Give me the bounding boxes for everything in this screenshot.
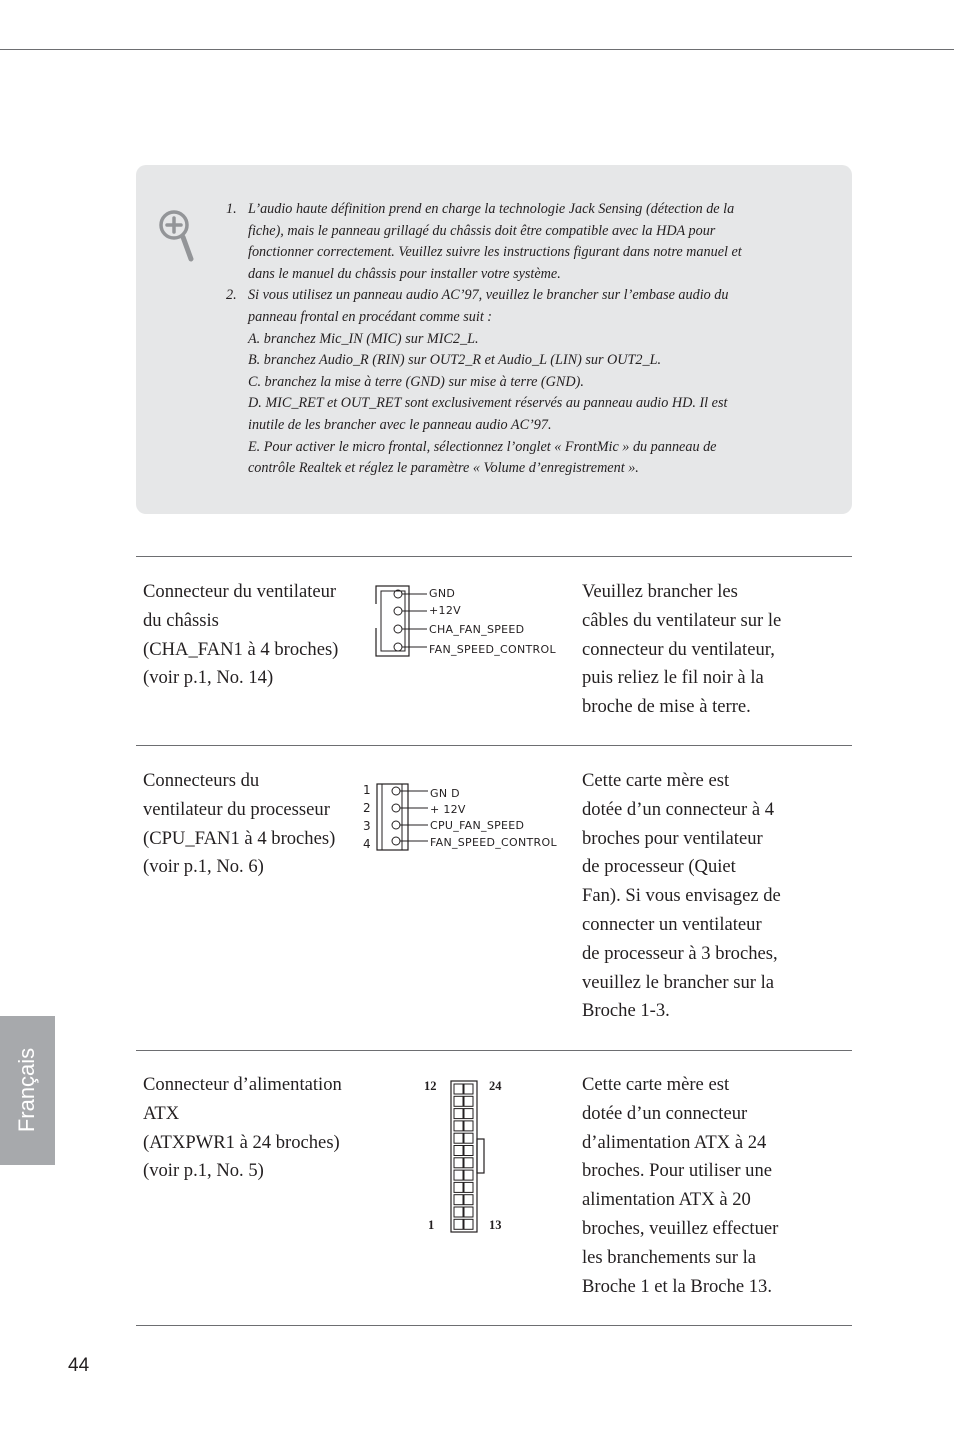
atx-pin [454, 1158, 463, 1168]
pin-label: +12V [429, 604, 461, 617]
note-line: contrôle Realtek et réglez le paramètre « Volume d’enregistrement ». [248, 460, 639, 477]
note-line: panneau frontal en procédant comme suit : [248, 308, 493, 325]
language-tab-label: Français [14, 1047, 39, 1133]
title-line: ventilateur du processeur [143, 798, 330, 820]
corner-label: 24 [489, 1079, 502, 1093]
pin-circle [392, 837, 400, 845]
top-rule [0, 49, 954, 50]
connector-inner [381, 591, 405, 651]
atx-pin [454, 1207, 463, 1217]
cha-fan-description [582, 578, 797, 722]
description-line: d’alimentation ATX à 24 [582, 1131, 767, 1153]
note-line: fiche), mais le panneau grillagé du châssis doit être compatible avec la HDA pour [248, 222, 716, 239]
title-line: (ATXPWR1 à 24 broches) [143, 1131, 340, 1153]
atx-pin [464, 1170, 473, 1180]
pin-label: + 12V [430, 803, 466, 816]
atx-pin [464, 1195, 473, 1205]
atx-pin [464, 1096, 473, 1106]
pin-number: 4 [363, 837, 371, 851]
note-line: inutile de les brancher avec le panneau audio AC’97. [248, 416, 552, 433]
pin-number: 3 [363, 819, 371, 833]
description-line: dotée d’un connecteur à 4 [582, 798, 775, 820]
cpu-fan-connector-diagram [358, 780, 568, 855]
cha-fan-title [143, 578, 358, 693]
note-line: fonctionner correctement. Veuillez suivre les instructions figurant dans notre manuel et [248, 244, 742, 261]
atx-pin [464, 1109, 473, 1119]
section-divider [136, 1050, 852, 1051]
atx-power-connector-diagram [420, 1076, 512, 1236]
section-divider [136, 556, 852, 557]
note-line: E. Pour activer le micro frontal, sélectionnez l’onglet « FrontMic » du panneau de [248, 438, 717, 455]
cpu-fan-description [582, 767, 797, 1026]
note-item [226, 285, 786, 479]
title-line: Connecteur d’alimentation [143, 1074, 342, 1095]
atx-pin [454, 1109, 463, 1119]
note-item-number: 1. [226, 201, 237, 217]
description-line: câbles du ventilateur sur le [582, 609, 782, 631]
pin-number: 1 [363, 783, 371, 797]
description-line: connecter un ventilateur [582, 913, 762, 935]
section-divider [136, 1325, 852, 1326]
atx-pin [464, 1084, 473, 1094]
atx-pin [454, 1219, 463, 1229]
atx-pin [464, 1207, 473, 1217]
pin-label: CHA_FAN_SPEED [429, 623, 525, 636]
pin-circle [392, 821, 400, 829]
note-line: Si vous utilisez un panneau audio AC’97, veuillez le brancher sur l’embase audio du [248, 287, 729, 304]
description-line: de processeur à 3 broches, [582, 942, 778, 964]
title-line: ATX [143, 1102, 180, 1124]
note-item [226, 199, 786, 285]
cpu-fan-title [143, 767, 358, 882]
pin-circle [394, 643, 402, 651]
pin-circle [392, 804, 400, 812]
description-line: Broche 1-3. [582, 1000, 670, 1022]
pin-label: FAN_SPEED_CONTROL [430, 836, 557, 849]
note-line: A. branchez Mic_IN (MIC) sur MIC2_L. [248, 330, 479, 347]
atx-power-description [582, 1071, 797, 1301]
description-line: alimentation ATX à 20 [582, 1189, 751, 1211]
corner-label: 1 [428, 1218, 435, 1232]
description-line: Cette carte mère est [582, 1074, 730, 1095]
corner-label: 12 [424, 1079, 437, 1093]
description-line: dotée d’un connecteur [582, 1102, 748, 1124]
description-line: broche de mise à terre. [582, 696, 751, 718]
pin-label: FAN_SPEED_CONTROL [429, 643, 556, 656]
magnifier-plus-icon [158, 209, 198, 265]
title-line: (voir p.1, No. 5) [143, 1160, 264, 1182]
atx-pin [454, 1170, 463, 1180]
atx-pin [464, 1182, 473, 1192]
title-line: (voir p.1, No. 6) [143, 856, 264, 878]
note-line: C. branchez la mise à terre (GND) sur mise à terre (GND). [248, 373, 584, 390]
description-line: broches, veuillez effectuer [582, 1217, 779, 1239]
pin-label: GN D [430, 787, 460, 800]
atx-pin [454, 1096, 463, 1106]
note-line: B. branchez Audio_R (RIN) sur OUT2_R et Audio_L (LIN) sur OUT2_L. [248, 352, 662, 369]
atx-pin [464, 1121, 473, 1131]
pin-number: 2 [363, 801, 371, 815]
atx-pin [464, 1219, 473, 1229]
cha-fan-connector-diagram [370, 582, 575, 662]
note-line: L’audio haute définition prend en charge la technologie Jack Sensing (détection de la [248, 201, 735, 217]
atx-pin [454, 1146, 463, 1156]
atx-pin [454, 1195, 463, 1205]
atx-pin [454, 1084, 463, 1094]
atx-pin [454, 1121, 463, 1131]
description-line: connecteur du ventilateur, [582, 638, 775, 660]
atx-pin [454, 1133, 463, 1143]
title-line: Connecteur du ventilateur [143, 581, 337, 602]
pin-circle [392, 787, 400, 795]
atx-pin [464, 1146, 473, 1156]
description-line: Fan). Si vous envisagez de [582, 885, 781, 907]
pin-label: CPU_FAN_SPEED [430, 819, 525, 832]
title-line: Connecteurs du [143, 770, 260, 791]
description-line: Broche 1 et la Broche 13. [582, 1275, 773, 1297]
pin-label: GND [429, 587, 456, 600]
pin-grid [454, 1084, 473, 1229]
language-tab [0, 1016, 55, 1165]
title-line: (CPU_FAN1 à 4 broches) [143, 827, 336, 849]
section-divider [136, 745, 852, 746]
title-line: (CHA_FAN1 à 4 broches) [143, 638, 339, 660]
atx-pin [464, 1133, 473, 1143]
connector-latch [477, 1139, 484, 1173]
atx-pin [464, 1158, 473, 1168]
title-line: (voir p.1, No. 14) [143, 667, 274, 689]
description-line: les branchements sur la [582, 1246, 756, 1268]
atx-pin [454, 1182, 463, 1192]
corner-label: 13 [489, 1218, 502, 1232]
note-item-number: 2. [226, 287, 237, 304]
description-line: puis reliez le fil noir à la [582, 667, 764, 689]
note-list [226, 199, 786, 480]
title-line: du châssis [143, 609, 219, 631]
description-line: Cette carte mère est [582, 770, 730, 791]
atx-power-title [143, 1071, 358, 1186]
description-line: de processeur (Quiet [582, 856, 736, 878]
connector-key-gap [373, 604, 381, 628]
pin-circle [394, 607, 402, 615]
description-line: veuillez le brancher sur la [582, 971, 775, 993]
note-box [136, 165, 852, 514]
note-line: dans le manuel du châssis pour installer votre système. [248, 265, 561, 282]
note-line: D. MIC_RET et OUT_RET sont exclusivement réservés au panneau audio HD. Il est [248, 395, 728, 412]
pin-circle [394, 625, 402, 633]
description-line: broches. Pour utiliser une [582, 1160, 773, 1182]
page-number: 44 [68, 1355, 90, 1376]
description-line: Veuillez brancher les [582, 581, 738, 602]
description-line: broches pour ventilateur [582, 827, 763, 849]
